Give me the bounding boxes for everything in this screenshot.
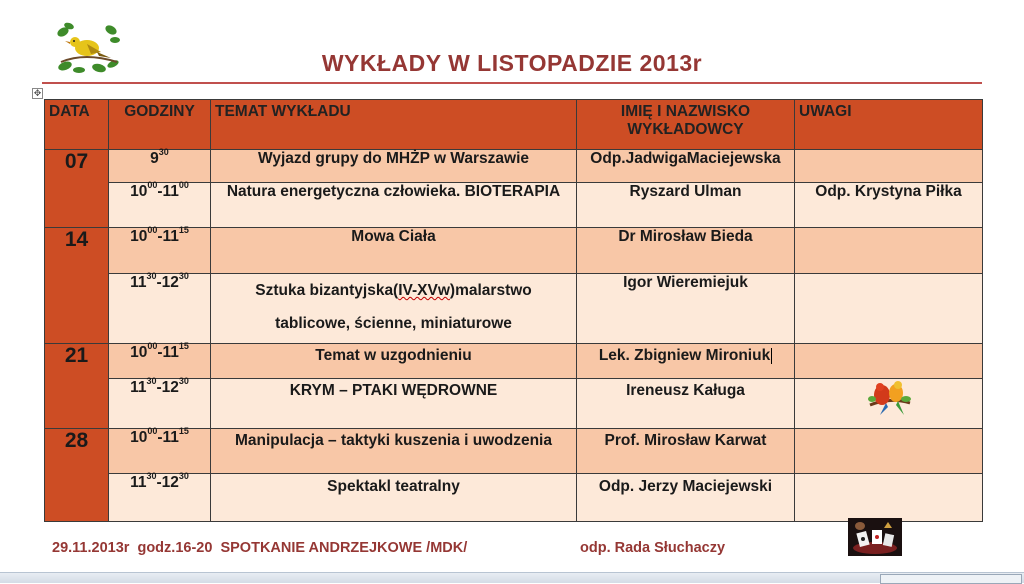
header-date: DATA bbox=[45, 100, 109, 150]
parrots-clipart-icon bbox=[866, 375, 914, 417]
header-notes: UWAGI bbox=[795, 100, 983, 150]
lecturer-cell: Ireneusz Kaługa bbox=[577, 379, 795, 429]
lecturer-cell: Igor Wieremiejuk bbox=[577, 274, 795, 344]
andrzejki-clipart-icon bbox=[848, 518, 902, 556]
topic-cell: Manipulacja – taktyki kuszenia i uwodzenia bbox=[211, 429, 577, 474]
hours-cell: $10^{00}-11^{15}$ bbox=[109, 429, 211, 474]
lecturer-cell: Odp.JadwigaMaciejewska bbox=[577, 150, 795, 183]
notes-cell bbox=[795, 344, 983, 379]
table-row bbox=[45, 429, 983, 474]
date-cell: 14 bbox=[45, 228, 109, 344]
table-row bbox=[45, 228, 983, 274]
bottom-bar bbox=[0, 572, 1024, 583]
topic-cell: KRYM – PTAKI WĘDROWNE bbox=[211, 379, 577, 429]
hours-cell: $10^{00}-11^{15}$ bbox=[109, 344, 211, 379]
topic-cell: Spektakl teatralny bbox=[211, 474, 577, 522]
text-cursor bbox=[771, 348, 772, 364]
hours-cell: $10^{00}-11^{00}$ bbox=[109, 183, 211, 228]
table-row bbox=[45, 474, 983, 522]
header-hours: GODZINY bbox=[109, 100, 211, 150]
table-move-handle-icon[interactable]: ✥ bbox=[33, 88, 42, 98]
table-row bbox=[45, 379, 983, 429]
status-box bbox=[880, 574, 1022, 584]
topic-cell: Temat w uzgodnieniu bbox=[211, 344, 577, 379]
hours-cell: $11^{30}-12^{30}$ bbox=[109, 274, 211, 344]
date-cell: 28 bbox=[45, 429, 109, 522]
page-title: WYKŁADY W LISTOPADZIE 2013r bbox=[321, 50, 703, 76]
lecturer-cell: Prof. Mirosław Karwat bbox=[577, 429, 795, 474]
notes-cell: Odp. Krystyna Piłka bbox=[795, 183, 983, 228]
hours-cell: $9^{30}$ bbox=[109, 150, 211, 183]
lecturer-cell[interactable]: Lek. Zbigniew Mironiuk bbox=[577, 344, 795, 379]
header-topic: TEMAT WYKŁADU bbox=[211, 100, 577, 150]
notes-cell bbox=[795, 474, 983, 522]
lecturer-cell: Dr Mirosław Bieda bbox=[577, 228, 795, 274]
hours-cell: $11^{30}-12^{30}$ bbox=[109, 474, 211, 522]
table-row bbox=[45, 150, 983, 183]
date-cell: 07 bbox=[45, 150, 109, 228]
notes-cell bbox=[795, 150, 983, 183]
topic-cell: Mowa Ciała bbox=[211, 228, 577, 274]
topic-cell: Sztuka bizantyjska(IV-XVw)malarstwo tablicowe, ścienne, miniaturowe bbox=[211, 274, 577, 344]
notes-cell bbox=[795, 429, 983, 474]
topic-cell: Natura energetyczna człowieka. BIOTERAPIA bbox=[211, 183, 577, 228]
header-lecturer: IMIĘ I NAZWISKO WYKŁADOWCY bbox=[577, 100, 795, 150]
hours-cell: $11^{30}-12^{30}$ bbox=[109, 379, 211, 429]
notes-cell bbox=[795, 274, 983, 344]
table-row bbox=[45, 183, 983, 228]
topic-cell: Wyjazd grupy do MHŻP w Warszawie bbox=[211, 150, 577, 183]
notes-cell bbox=[795, 228, 983, 274]
footer-responsible: odp. Rada Słuchaczy bbox=[580, 540, 726, 556]
hours-cell: $10^{00}-11^{15}$ bbox=[109, 228, 211, 274]
lecturer-cell: Odp. Jerzy Maciejewski bbox=[577, 474, 795, 522]
title-underline bbox=[42, 82, 982, 84]
table-row bbox=[45, 274, 983, 344]
header-row bbox=[45, 100, 983, 150]
schedule-table bbox=[44, 99, 983, 522]
table-row bbox=[45, 344, 983, 379]
date-cell: 21 bbox=[45, 344, 109, 429]
lecturer-cell: Ryszard Ulman bbox=[577, 183, 795, 228]
footer-event: 29.11.2013r godz.16-20 SPOTKANIE ANDRZEJKOWE /MDK/ bbox=[52, 540, 468, 556]
